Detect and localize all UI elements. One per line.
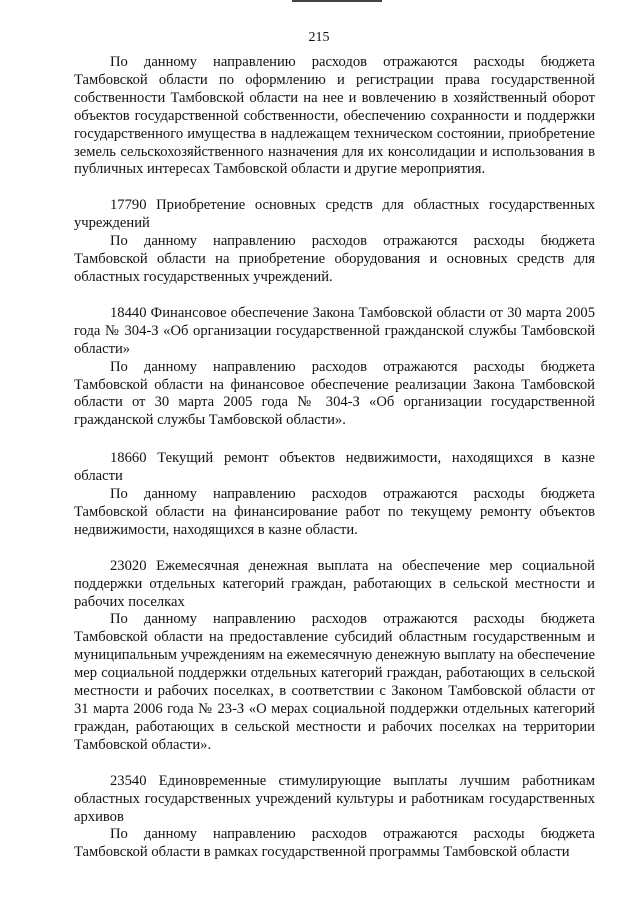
paragraph-heading: 18660 Текущий ремонт объектов недвижимости, находящихся в казне области: [74, 450, 595, 485]
paragraph-body: По данному направлению расходов отражаются расходы бюджета Тамбовской области по оформлению и регистрации права государственной собственности Тамбовской области на нее и вовлечению в хозяйственный оборот объектов государственной собственности, обеспечению сохранности и поддержки государственного имущества в надлежащем техническом состоянии, приобретение земель сельскохозяйственного назначения для их консолидации и использования в публичных интересах Тамбовской области и другие мероприятия.: [74, 54, 595, 178]
paragraph-body: По данному направлению расходов отражаются расходы бюджета Тамбовской области на предоставление субсидий областным государственным и муниципальным учреждениям на ежемесячную денежную выплату на обеспечение мер социальной поддержки отдельных категорий граждан, работающих в сельской местности и рабочих поселках, в соответствии с Законом Тамбовской области от 31 марта 2006 года № 23-З «О мерах социальной поддержки отдельных категорий граждан, работающих в сельской местности и рабочих поселках на территории Тамбовской области».: [74, 611, 595, 753]
document-body: [74, 54, 595, 862]
paragraph-heading: 18440 Финансовое обеспечение Закона Тамбовской области от 30 марта 2005 года № 304-З «Об организации государственной гражданской службы Тамбовской области»: [74, 304, 595, 357]
paragraph-heading: 23540 Единовременные стимулирующие выплаты лучшим работникам областных государственных учреждений культуры и работникам государственных архивов: [74, 772, 595, 825]
paragraph-body: По данному направлению расходов отражаются расходы бюджета Тамбовской области на финансирование работ по текущему ремонту объектов недвижимости, находящихся в казне области.: [74, 486, 595, 538]
paragraph-body: По данному направлению расходов отражаются расходы бюджета Тамбовской области на финансовое обеспечение реализации Закона Тамбовской области от 30 марта 2005 года № 304-З «Об организации государственной гражданской службы Тамбовской области».: [74, 358, 595, 429]
paragraph-body: По данному направлению расходов отражаются расходы бюджета Тамбовской области в рамках государственной программы Тамбовской области: [74, 826, 595, 861]
paragraph-heading: 23020 Ежемесячная денежная выплата на обеспечение мер социальной поддержки отдельных категорий граждан, работающих в сельской местности и рабочих поселках: [74, 557, 595, 610]
paragraph-body: По данному направлению расходов отражаются расходы бюджета Тамбовской области на приобретение оборудования и основных средств для областных государственных учреждений.: [74, 233, 595, 285]
top-rule: [292, 0, 382, 2]
page-number: 215: [308, 30, 330, 45]
paragraph-heading: 17790 Приобретение основных средств для областных государственных учреждений: [74, 197, 595, 232]
